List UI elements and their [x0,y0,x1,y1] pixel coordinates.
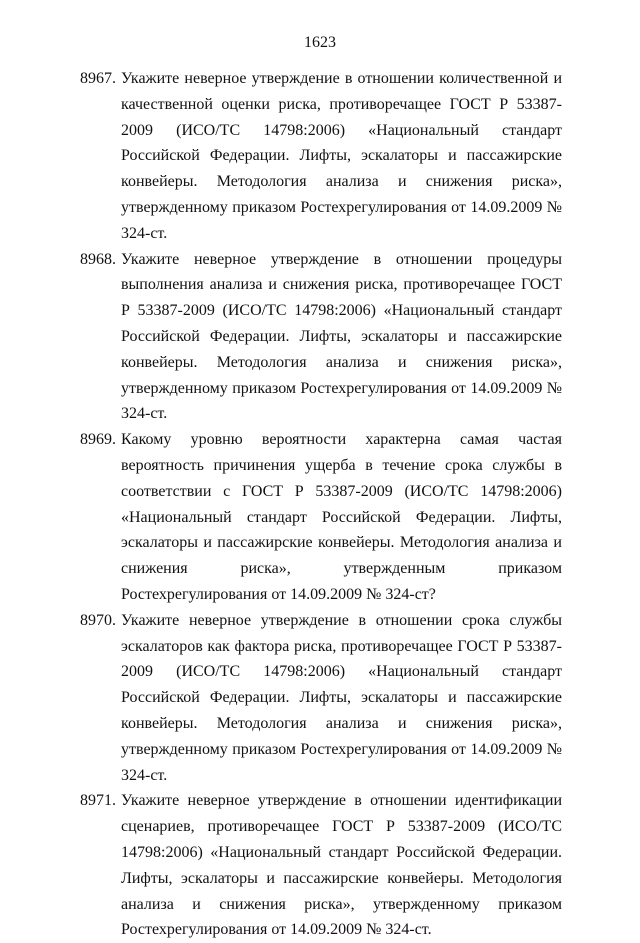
question-list [80,66,562,943]
question-number: 8967. [80,70,116,87]
question-text: Какому уровню вероятности характерна самая частая вероятность причинения ущерба в течение срока службы в соответствии с ГОСТ Р 53387-2009 (ИСО/ТС 14798:2006) «Национальный стандарт Российской Федерации. Лифты, эскалаторы и пассажирские конвейеры. Методология анализа и снижения риска», утвержденным приказом Ростехрегулирования от 14.09.2009 № 324-ст? [121,431,562,603]
question-item [80,427,562,608]
question-item [80,66,562,247]
question-text: Укажите неверное утверждение в отношении срока службы эскалаторов как фактора риска, противоречащее ГОСТ Р 53387-2009 (ИСО/ТС 14798:2006) «Национальный стандарт Российской Федерации. Лифты, эскалаторы и пассажирские конвейеры. Методология анализа и снижения риска», утвержденному приказом Ростехрегулирования от 14.09.2009 № 324-ст. [121,611,562,784]
question-text: Укажите неверное утверждение в отношении процедуры выполнения анализа и снижения риска, противоречащее ГОСТ Р 53387-2009 (ИСО/ТС 14798:2006) «Национальный стандарт Российской Федерации. Лифты, эскалаторы и пассажирские конвейеры. Методология анализа и снижения риска», утвержденному приказом Ростехрегулирования от 14.09.2009 № 324-ст. [121,250,562,423]
question-number: 8968. [80,250,116,268]
question-number: 8971. [80,792,116,810]
question-text: Укажите неверное утверждение в отношении количественной и качественной оценки риска, противоречащее ГОСТ Р 53387-2009 (ИСО/ТС 14798:2006) «Национальный стандарт Российской Федерации. Лифты, эскалаторы и пассажирские конвейеры. Методология анализа и снижения риска», утвержденному приказом Ростехрегулирования от 14.09.2009 № 324-ст. [121,70,562,242]
question-number: 8969. [80,431,116,449]
question-text: Укажите неверное утверждение в отношении идентификации сценариев, противоречащее ГОСТ Р 53387-2009 (ИСО/ТС 14798:2006) «Национальный стандарт Российской Федерации. Лифты, эскалаторы и пассажирские конвейеры. Методология анализа и снижения риска», утвержденному приказом Ростехрегулирования от 14.09.2009 № 324-ст. [121,792,562,939]
question-item [80,608,562,789]
question-number: 8970. [80,611,116,629]
question-item [80,247,562,428]
page-number: 1623 [304,34,336,51]
question-item [80,788,562,943]
